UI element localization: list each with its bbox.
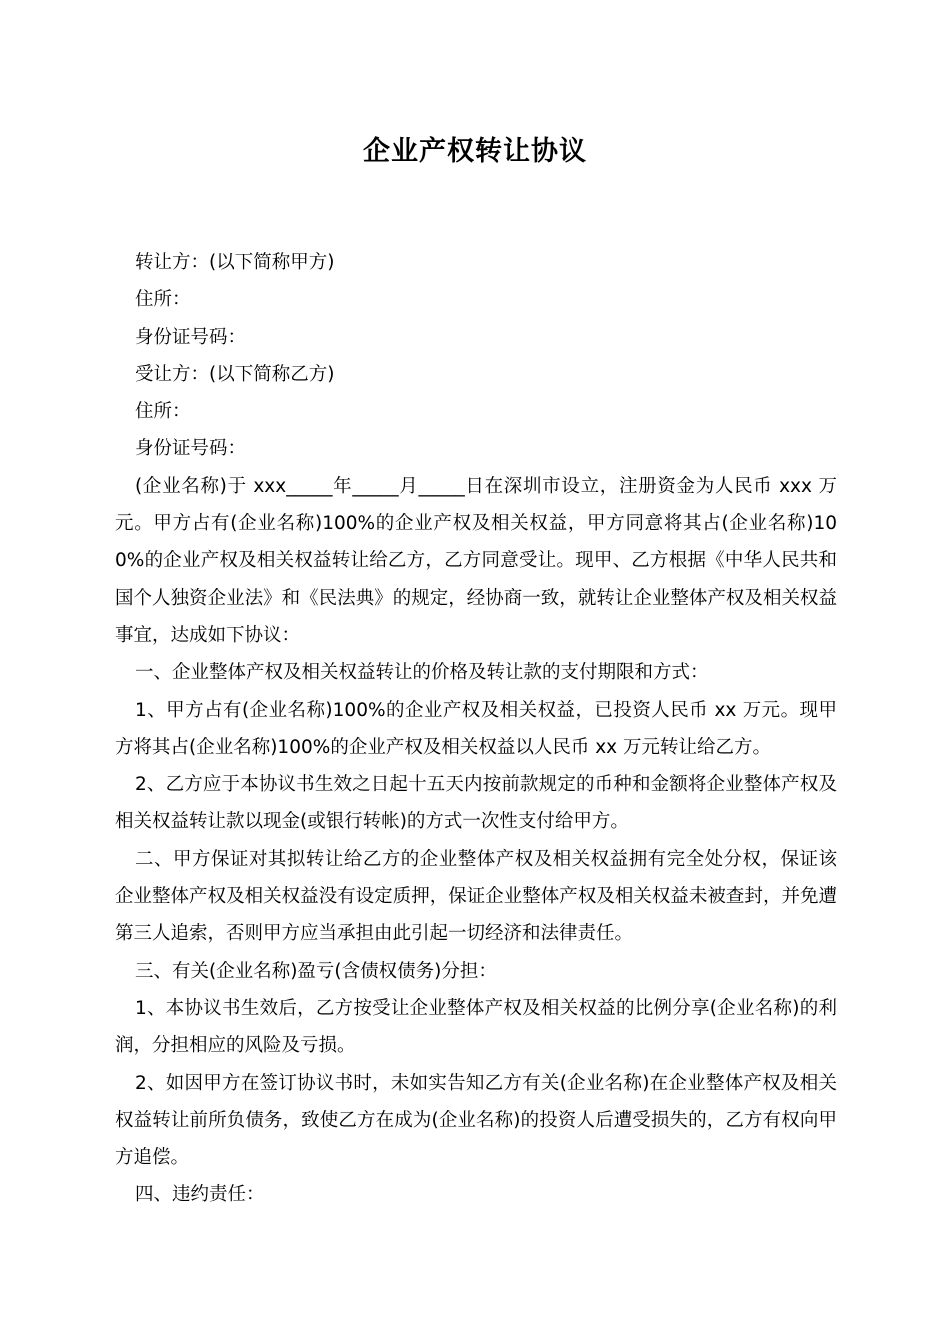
- transferee-line: 受让方：(以下简称乙方): [135, 363, 335, 385]
- section-1-heading: 一、企业整体产权及相关权益转让的价格及转让款的支付期限和方式：: [135, 662, 709, 684]
- section-1-clause-1: 1、甲方占有(企业名称)100%的企业产权及相关权益，已投资人民币 xx 万元。现甲方将其占(企业名称)100%的企业产权及相关权益以人民币 xx 万元转让给乙方。: [115, 699, 837, 758]
- document-body: [115, 244, 837, 1214]
- section-3-heading: 三、有关(企业名称)盈亏(含债权债务)分担：: [135, 960, 497, 982]
- transferee-address-line: 住所：: [135, 401, 191, 423]
- transferor-line: 转让方：(以下简称甲方): [135, 252, 335, 273]
- transferee-id-line: 身份证号码：: [135, 438, 247, 460]
- section-1-clause-2: 2、乙方应于本协议书生效之日起十五天内按前款规定的币种和金额将企业整体产权及相关权益转让款以现金(或银行转帐)的方式一次性支付给甲方。: [115, 774, 837, 833]
- section-3-clause-1: 1、本协议书生效后，乙方按受让企业整体产权及相关权益的比例分享(企业名称)的利润，分担相应的风险及亏损。: [115, 997, 837, 1057]
- section-2-paragraph: 二、甲方保证对其拟转让给乙方的企业整体产权及相关权益拥有完全处分权，保证该企业整体产权及相关权益没有设定质押，保证企业整体产权及相关权益未被查封，并免遭第三人追索，否则甲方应当承担由此引起一切经济和法律责任。: [115, 848, 837, 945]
- transferor-id-line: 身份证号码：: [135, 326, 247, 348]
- transferor-address-line: 住所：: [135, 289, 191, 311]
- document-title: 企业产权转让协议: [363, 136, 587, 167]
- section-3-clause-2: 2、如因甲方在签订协议书时，未如实告知乙方有关(企业名称)在企业整体产权及相关权益转让前所负债务，致使乙方在成为(企业名称)的投资人后遭受损失的，乙方有权向甲方追偿。: [115, 1072, 837, 1169]
- section-4-heading: 四、违约责任：: [135, 1184, 265, 1206]
- preamble-paragraph: (企业名称)于 xxx_____年_____月_____日在深圳市设立，注册资金为人民币 xxx 万元。甲方占有(企业名称)100%的企业产权及相关权益，甲方同意将其占(企业名称)100%的企业产权及相关权益转让给乙方，乙方同意受让。现甲、乙方根据《中华人民共和国个人独资企业法》和《民法典》的规定，经协商一致，就转让企业整体产权及相关权益事宜，达成如下协议：: [115, 475, 837, 646]
